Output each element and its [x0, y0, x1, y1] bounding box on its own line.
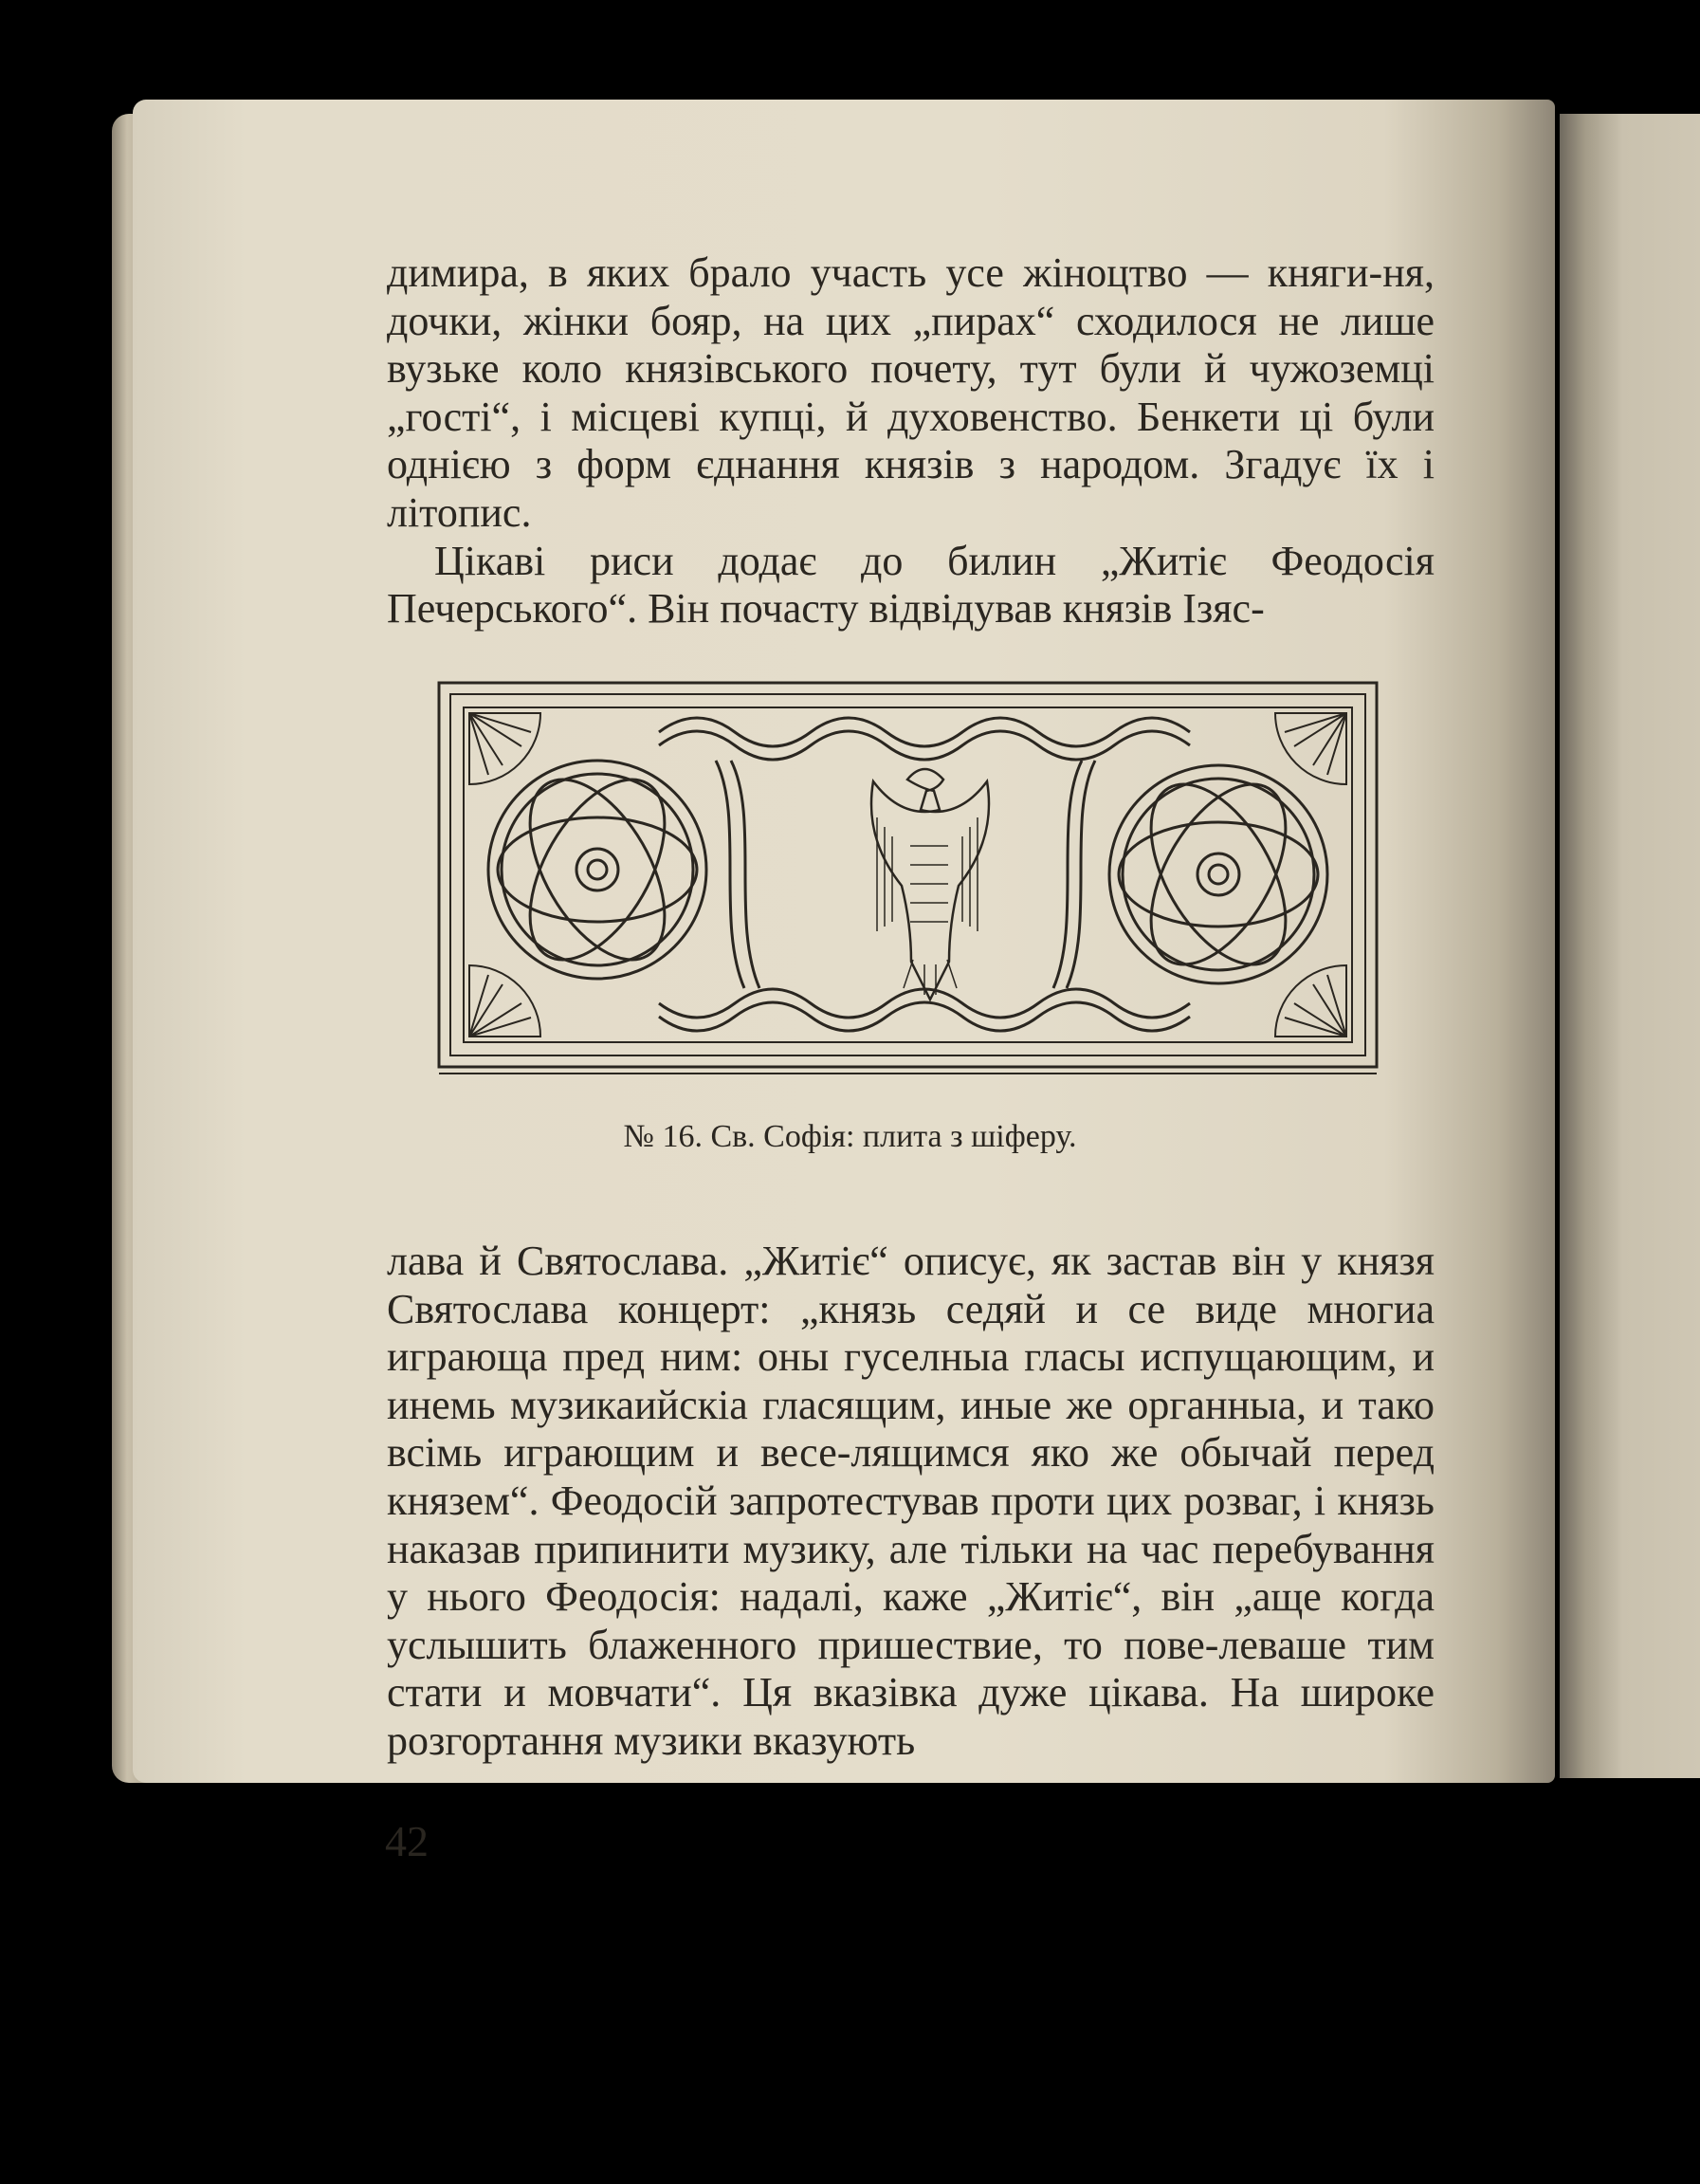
- paragraph-1: димира, в яких брало участь усе жіноцтво — княги-ня, дочки, жінки бояр, на цих „пирах“ сходилося не лише вузьке коло князівського почету, тут були й чужоземці „гості“, і місцеві купці, й духовенство. Бенкети ці були однією з форм єднання князів з народом. Згадує їх і літопис.: [387, 249, 1435, 536]
- figure-caption: № 16. Св. Софія: плита з шіферу.: [623, 1119, 1077, 1154]
- page-number: 42: [385, 1817, 429, 1865]
- paragraph-2: Цікаві риси додає до билин „Житіє Феодосія Печерського“. Він почасту відвідував князів Ізяс-: [387, 537, 1435, 633]
- bottom-text-block: [387, 1238, 1435, 1766]
- top-text-block: [387, 249, 1435, 633]
- ornamental-slab-illustration: [431, 675, 1384, 1080]
- paragraph-3: лава й Святослава. „Житіє“ описує, як застав він у князя Святослава концерт: „князь седяй и се виде многиа играюща пред ним: оны гуселныа гласы испущающим, и инемь музикаийскіа гласящим, иные же органныа, и тако всімь играющим и весе-лящимся яко же обычай перед князем“. Феодосій запротестував проти цих розваг, і князь наказав припинити музику, але тільки на час перебування у нього Феодосія: надалі, каже „Житіє“, він „аще когда услышить блаженного пришествие, то пове-леваше тим стати и мовчати“. Ця вказівка дуже цікава. На широке розгортання музики вказують: [387, 1238, 1435, 1764]
- facing-page-edge: [1560, 114, 1700, 1778]
